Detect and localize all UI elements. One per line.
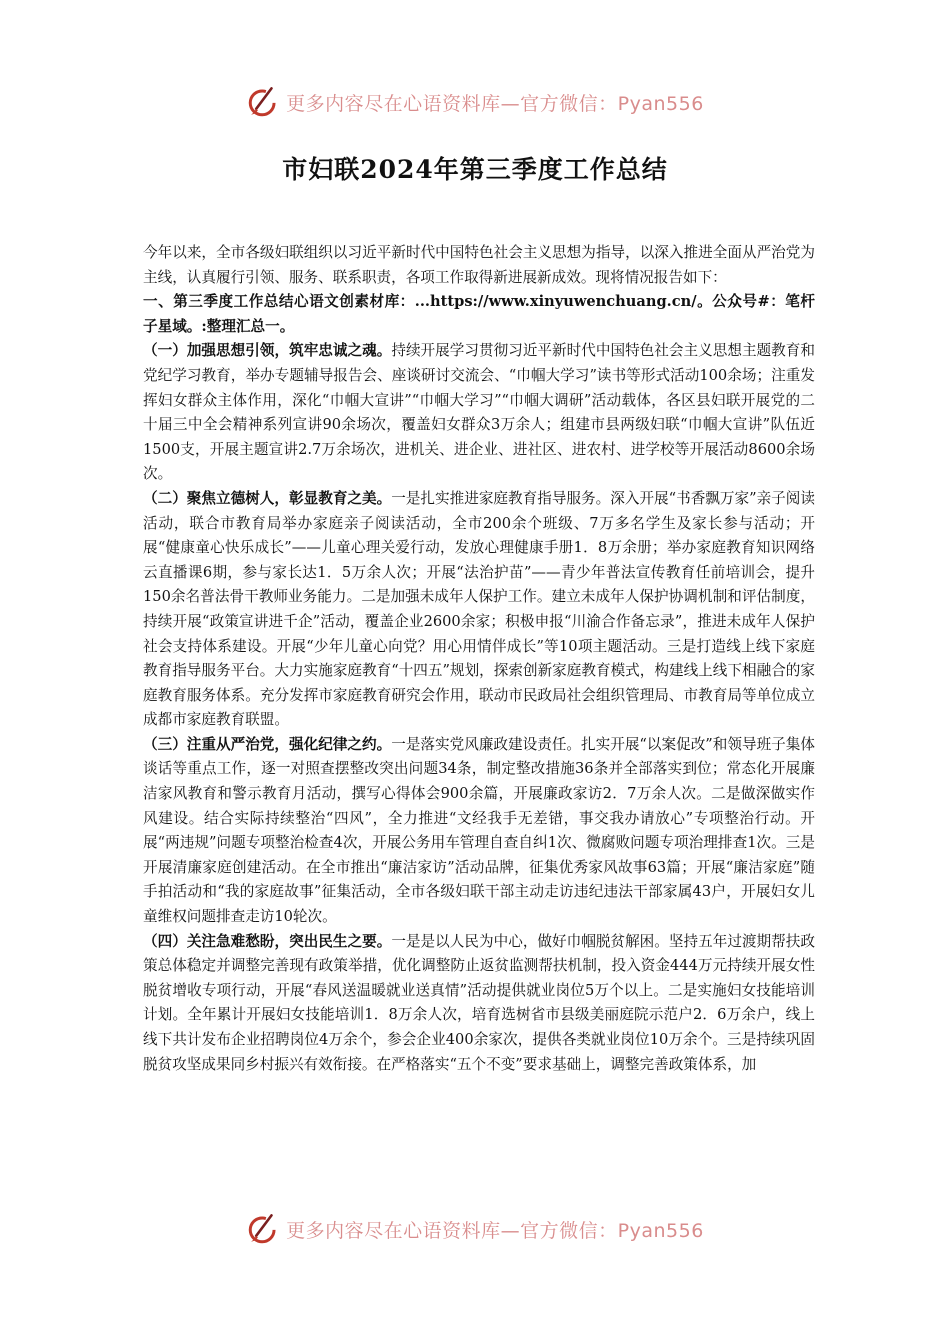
paragraph-1 <box>143 339 815 487</box>
paragraph-4-body: 一是是以人民为中心，做好巾帼脱贫解困。坚持五年过渡期帮扶政策总体稳定并调整完善现有政策举措，优化调整防止返贫监测帮扶机制，投入资金444万元持续开展女性脱贫增收专项行动，开展“春风送温暖就业送真情”活动提供就业岗位5万个以上。二是实施妇女技能培训计划。全年累计开展妇女技能培训1．8万余人次，培育选树省市县级美丽庭院示范户2．6万余户，线上线下共计发布企业招聘岗位4万余个，参会企业400余家次，提供各类就业岗位10万余个。三是持续巩固脱贫攻坚成果同乡村振兴有效衔接。在严格落实“五个不变”要求基础上，调整完善政策体系，加 <box>143 932 815 1073</box>
paragraph-4 <box>143 930 815 1078</box>
section-1-heading <box>143 290 815 339</box>
brush-circle-logo-icon <box>246 85 280 119</box>
paragraph-1-heading: （一）加强思想引领，筑牢忠诚之魂。 <box>143 342 392 360</box>
section-1-heading-text: 一、第三季度工作总结心语文创素材库：...https://www.xinyuwenchuang.cn/。公众号#：笔杆子星域。:整理汇总一。 <box>143 293 815 335</box>
paragraph-2 <box>143 487 815 733</box>
watermark-banner-top <box>0 82 950 122</box>
document-title: 市妇联2024年第三季度工作总结 <box>282 155 668 184</box>
document-body <box>143 241 815 1077</box>
paragraph-3-body: 一是落实党风廉政建设责任。扎实开展“以案促改”和领导班子集体谈话等重点工作，逐一对照查摆整改突出问题34条，制定整改措施36条并全部落实到位；常态化开展廉洁家风教育和警示教育月活动，撰写心得体会900余篇，开展廉政家访2．7万余人次。二是做深做实作风建设。结合实际持续整治“四风”，全力推进“文经我手无差错，事交我办请放心”专项整治行动。开展“两违规”问题专项整治检查4次，开展公务用车管理自查自纠1次、微腐败问题专项治理排查1次。三是开展清廉家庭创建活动。在全市推出“廉洁家访”活动品牌，征集优秀家风故事63篇；开展“廉洁家庭”随手拍活动和“我的家庭故事”征集活动，全市各级妇联干部主动走访违纪违法干部家属43户，开展妇女儿童维权问题排查走访10轮次。 <box>143 735 815 926</box>
paragraph-3-heading: （三）注重从严治党，强化纪律之约。 <box>143 735 392 753</box>
brush-circle-logo-icon <box>246 1212 280 1246</box>
watermark-text: 更多内容尽在心语资料库—官方微信：Pyan556 <box>286 92 704 115</box>
paragraph-2-heading: （二）聚焦立德树人，彰显教育之美。 <box>143 489 392 507</box>
paragraph-3 <box>143 733 815 930</box>
watermark-text: 更多内容尽在心语资料库—官方微信：Pyan556 <box>286 1219 704 1242</box>
intro-paragraph: 今年以来，全市各级妇联组织以习近平新时代中国特色社会主义思想为指导，以深入推进全面从严治党为主线，认真履行引领、服务、联系职责，各项工作取得新进展新成效。现将情况报告如下： <box>143 244 815 286</box>
paragraph-1-body: 持续开展学习贯彻习近平新时代中国特色社会主义思想主题教育和党纪学习教育，举办专题辅导报告会、座谈研讨交流会、“巾帼大学习”读书等形式活动100余场；注重发挥妇女群众主体作用，深化“巾帼大宣讲”“巾帼大学习”“巾帼大调研”活动载体，各区县妇联开展党的二十届三中全会精神系列宣讲90余场次，覆盖妇女群众3万余人；组建市县两级妇联“巾帼大宣讲”队伍近1500支，开展主题宣讲2.7万余场次，进机关、进企业、进社区、进农村、进学校等开展活动8600余场次。 <box>143 342 815 483</box>
paragraph-2-body: 一是扎实推进家庭教育指导服务。深入开展“书香飘万家”亲子阅读活动，联合市教育局举办家庭亲子阅读活动，全市200余个班级、7万多名学生及家长参与活动；开展“健康童心快乐成长”——儿童心理关爱行动，发放心理健康手册1．8万余册；举办家庭教育知识网络云直播课6期，参与家长达1．5万余人次；开展“法治护苗”——青少年普法宣传教育任前培训会，提升150余名普法骨干教师业务能力。二是加强未成年人保护工作。建立未成年人保护协调机制和评估制度，持续开展“政策宣讲进千企”活动，覆盖企业2600余家；积极申报“川渝合作备忘录”，推进未成年人保护社会支持体系建设。开展“少年儿童心向党？用心用情伴成长”等10项主题活动。三是打造线上线下家庭教育指导服务平台。大力实施家庭教育“十四五”规划，探索创新家庭教育模式，构建线上线下相融合的家庭教育服务体系。充分发挥市家庭教育研究会作用，联动市民政局社会组织管理局、市教育局等单位成立成都市家庭教育联盟。 <box>143 489 815 729</box>
paragraph-4-heading: （四）关注急难愁盼，突出民生之要。 <box>143 932 392 950</box>
watermark-banner-bottom <box>0 1209 950 1249</box>
